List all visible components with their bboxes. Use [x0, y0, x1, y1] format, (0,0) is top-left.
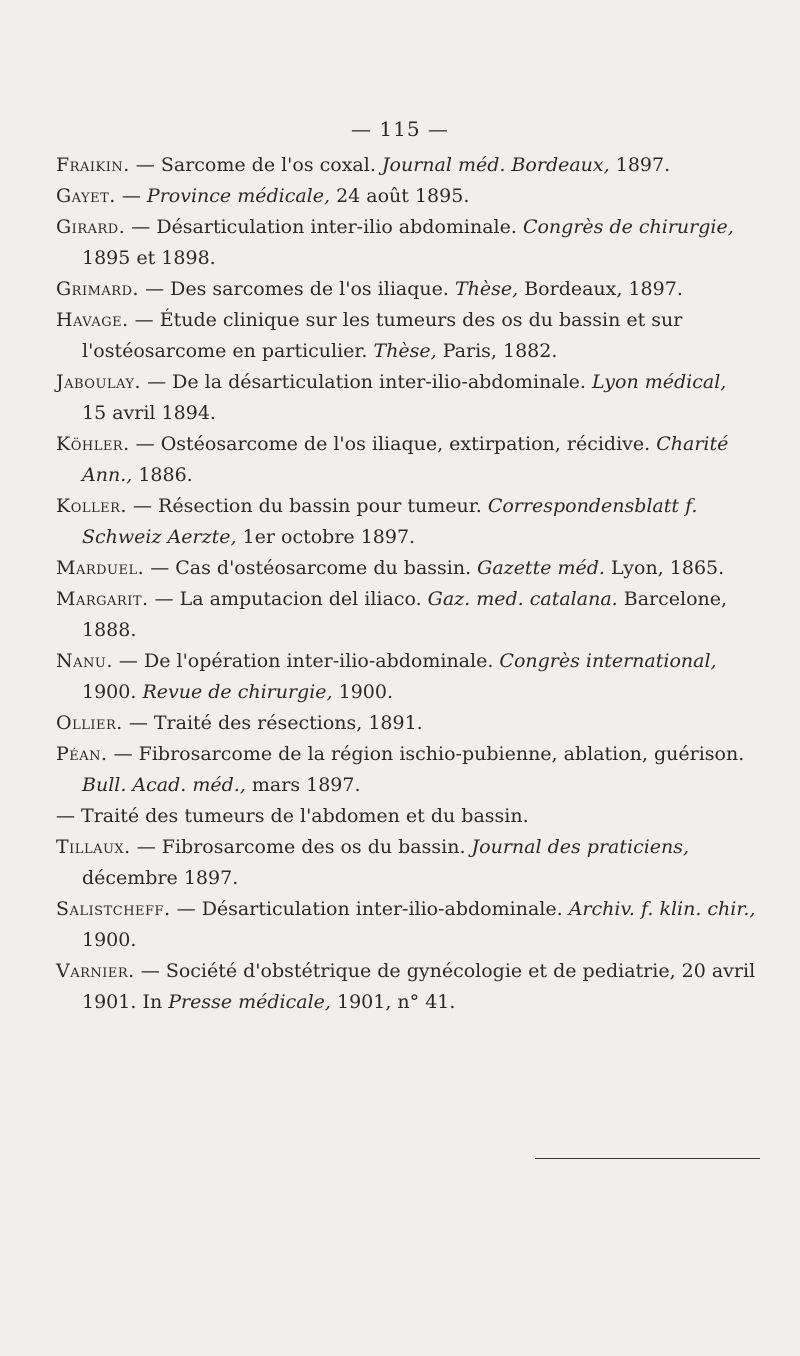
entry-details-2: 1900. — [332, 681, 394, 703]
entry-text: — — [115, 185, 147, 207]
entry-source: Congrès de chirurgie, — [522, 216, 734, 238]
entry-text: — Traité des résections, 1891. — [122, 712, 423, 734]
entry-source: Bull. Acad. méd., — [82, 774, 246, 796]
entry-details: Bordeaux, 1897. — [518, 278, 683, 300]
entry-text: — Traité des tumeurs de l'abdomen et du bassin. — [56, 805, 529, 827]
entry-text: — De la désarticulation inter-ilio-abdominale. — [141, 371, 592, 393]
entry-source: Province médicale, — [146, 185, 331, 207]
entry-text: — Société d'obstétrique de gynécologie et de pediatrie, 20 avril 1901. In — [82, 960, 756, 1013]
page-number: — 115 — — [351, 117, 449, 141]
entry-author: Margarit. — [56, 588, 149, 610]
bibliography-entry — [56, 708, 756, 739]
bibliography-entry — [56, 646, 756, 708]
entry-details: 1er octobre 1897. — [236, 526, 416, 548]
entry-author: Varnier. — [56, 960, 135, 982]
entry-details: 1886. — [132, 464, 193, 486]
entry-source: Thèse, — [454, 278, 519, 300]
entry-details: 24 août 1895. — [330, 185, 470, 207]
entry-text: — Des sarcomes de l'os iliaque. — [139, 278, 455, 300]
entry-text: — Fibrosarcome des os du bassin. — [130, 836, 472, 858]
bibliography-entry — [56, 212, 756, 274]
entry-source: Gaz. med. catalana. — [427, 588, 618, 610]
entry-source-2: Revue de chirurgie, — [142, 681, 333, 703]
footer-rule — [535, 1158, 760, 1159]
entry-text: — Désarticulation inter-ilio abdominale. — [125, 216, 523, 238]
entry-details: 1900. — [82, 929, 137, 951]
entry-source: Presse médicale, — [168, 991, 331, 1013]
entry-details: 1900. — [82, 681, 143, 703]
entry-text: — Cas d'ostéosarcome du bassin. — [144, 557, 478, 579]
entry-author: Salistcheff. — [56, 898, 171, 920]
entry-text: — Fibrosarcome de la région ischio-pubienne, ablation, guérison. — [107, 743, 745, 765]
entry-source: Lyon médical, — [592, 371, 727, 393]
entry-text: — Résection du bassin pour tumeur. — [126, 495, 488, 517]
bibliography-entry — [56, 739, 756, 801]
entry-author: Girard. — [56, 216, 126, 238]
entry-author: Havage. — [56, 309, 129, 331]
bibliography-entry — [56, 584, 756, 646]
entry-details: 15 avril 1894. — [82, 402, 216, 424]
entry-details: mars 1897. — [245, 774, 361, 796]
bibliography-entry — [56, 956, 756, 1018]
bibliography-entry — [56, 305, 756, 367]
entry-source: Journal des praticiens, — [471, 836, 690, 858]
entry-details: Paris, 1882. — [436, 340, 558, 362]
entry-author: Tillaux. — [56, 836, 131, 858]
entry-text: — Étude clinique sur les tumeurs des os du bassin et sur l'ostéosarcome en particulier. — [82, 309, 683, 362]
entry-source: Charité Ann., — [82, 433, 729, 486]
entry-author: Koller. — [56, 495, 127, 517]
entry-text: — Sarcome de l'os coxal. — [129, 154, 382, 176]
entry-author: Péan. — [56, 743, 108, 765]
entry-details: 1895 et 1898. — [82, 247, 216, 269]
entry-source: Correspondensblatt f. Schweiz Aerzte, — [82, 495, 698, 548]
entry-author: Grimard. — [56, 278, 140, 300]
bibliography-entry — [56, 274, 756, 305]
entry-author: Jaboulay. — [56, 371, 142, 393]
bibliography-entry — [56, 832, 756, 894]
bibliography-entry — [56, 150, 756, 181]
bibliography-entry — [56, 181, 756, 212]
bibliography-entry — [56, 429, 756, 491]
entry-details: 1897. — [609, 154, 671, 176]
entry-author: Ollier. — [56, 712, 123, 734]
entry-author: Gayet. — [56, 185, 116, 207]
entry-text: — De l'opération inter-ilio-abdominale. — [112, 650, 500, 672]
bibliography-list — [56, 150, 756, 1018]
bibliography-entry — [56, 367, 756, 429]
entry-source: Congrès international, — [499, 650, 717, 672]
entry-details: Lyon, 1865. — [604, 557, 725, 579]
bibliography-entry — [56, 894, 756, 956]
entry-author: Köhler. — [56, 433, 130, 455]
entry-text: — La amputacion del iliaco. — [148, 588, 428, 610]
entry-source: Gazette méd. — [477, 557, 605, 579]
entry-source: Thèse, — [373, 340, 437, 362]
bibliography-entry — [56, 801, 756, 832]
entry-text: — Désarticulation inter-ilio-abdominale. — [170, 898, 569, 920]
bibliography-entry — [56, 553, 756, 584]
entry-details: décembre 1897. — [82, 867, 239, 889]
entry-author: Fraikin. — [56, 154, 130, 176]
bibliography-entry — [56, 491, 756, 553]
entry-source: Archiv. f. klin. chir., — [568, 898, 756, 920]
entry-author: Marduel. — [56, 557, 145, 579]
entry-text: — Ostéosarcome de l'os iliaque, extirpation, récidive. — [129, 433, 657, 455]
entry-source: Journal méd. Bordeaux, — [381, 154, 610, 176]
entry-author: Nanu. — [56, 650, 113, 672]
entry-details: Barcelone, 1888. — [82, 588, 728, 641]
entry-details: 1901, n° 41. — [330, 991, 456, 1013]
